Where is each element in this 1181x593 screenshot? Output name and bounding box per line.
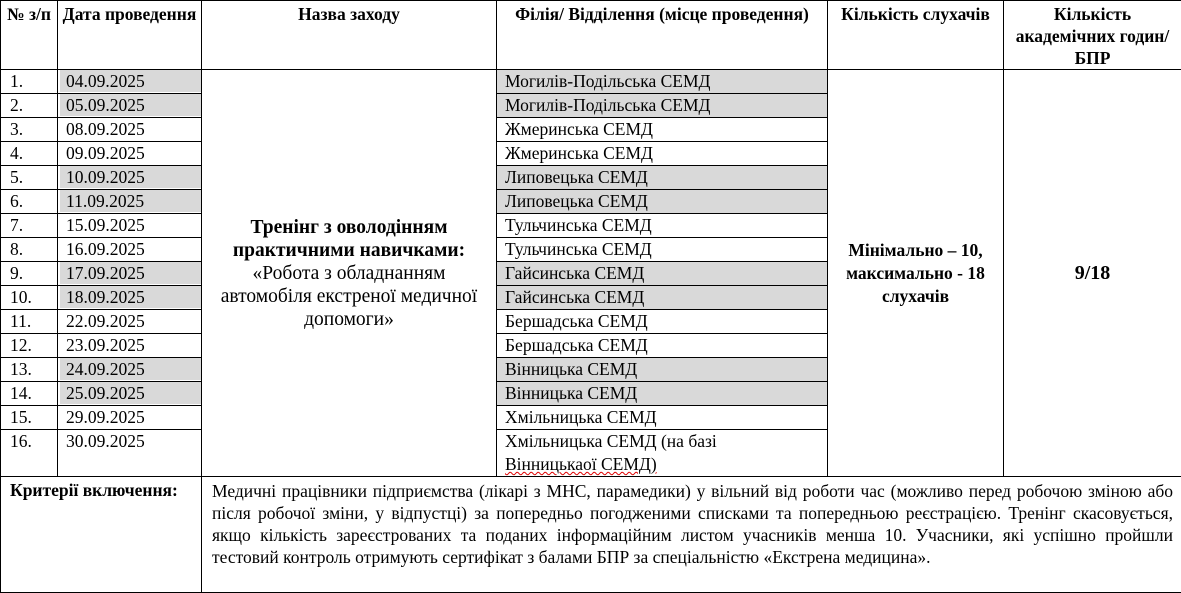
row-date <box>58 286 202 310</box>
row-date <box>58 70 202 94</box>
row-date <box>58 118 202 142</box>
date-text: 08.09.2025 <box>60 118 145 140</box>
date-text: 09.09.2025 <box>60 142 145 164</box>
header-event: Назва заходу <box>202 1 497 70</box>
row-branch-line-1: Хмільницька СЕМД (на базі <box>505 430 717 453</box>
row-date <box>58 358 202 382</box>
row-num: 8. <box>1 238 58 262</box>
row-branch: Вінницька СЕМД <box>497 382 828 406</box>
row-branch: Тульчинська СЕМД <box>497 238 828 262</box>
row-date <box>58 166 202 190</box>
row-branch: Тульчинська СЕМД <box>497 214 828 238</box>
row-branch: Бершадська СЕМД <box>497 334 828 358</box>
date-text: 22.09.2025 <box>60 310 145 332</box>
row-num: 3. <box>1 118 58 142</box>
row-branch: Хмільницька СЕМД <box>497 406 828 430</box>
row-date <box>58 214 202 238</box>
row-branch: Могилів-Подільська СЕМД <box>497 94 828 118</box>
table-row <box>1 70 1181 94</box>
criteria-text: Медичні працівники підприємства (лікарі з МНС, парамедики) у вільний від роботи час (можливо перед робочою зміною або після робочої зміни, у відпустці) за попередньо погодженими списками та попередньою реєстрацією. Тренінг скасовується, якщо кількість зареєстрованих та поданих інформаційним листом учасників менша 10. Учасники, які успішно пройшли тестовий контроль отримують сертифікат з балами БПР за спеціальністю «Екстрена медицина». <box>202 477 1181 593</box>
academic-hours: 9/18 <box>1004 70 1181 477</box>
date-text: 18.09.2025 <box>60 286 201 308</box>
date-text: 30.09.2025 <box>60 430 145 452</box>
row-branch: Могилів-Подільська СЕМД <box>497 70 828 94</box>
row-branch: Жмеринська СЕМД <box>497 118 828 142</box>
row-date <box>58 382 202 406</box>
date-text: 29.09.2025 <box>60 406 145 428</box>
row-num: 10. <box>1 286 58 310</box>
date-text: 15.09.2025 <box>60 214 145 236</box>
date-text: 25.09.2025 <box>60 382 201 404</box>
row-branch: Вінницька СЕМД <box>497 358 828 382</box>
row-branch <box>497 430 828 477</box>
row-num: 9. <box>1 262 58 286</box>
event-name-bold: Тренінг з оволодінням практичними навичками: <box>233 217 465 261</box>
row-branch: Жмеринська СЕМД <box>497 142 828 166</box>
date-text: 11.09.2025 <box>60 190 201 212</box>
date-text: 05.09.2025 <box>60 94 201 116</box>
header-listeners: Кількість слухачів <box>828 1 1004 70</box>
row-num: 13. <box>1 358 58 382</box>
date-text: 17.09.2025 <box>60 262 201 284</box>
date-text: 16.09.2025 <box>60 238 145 260</box>
row-num: 15. <box>1 406 58 430</box>
criteria-label: Критерії включення: <box>1 477 202 593</box>
listeners-count: Мінімально – 10, максимально - 18 слухачів <box>828 70 1004 477</box>
row-num: 16. <box>1 430 58 477</box>
criteria-row <box>1 477 1181 593</box>
date-text: 04.09.2025 <box>60 70 201 92</box>
date-text: 10.09.2025 <box>60 166 201 188</box>
row-date <box>58 430 202 477</box>
row-branch: Липовецька СЕМД <box>497 190 828 214</box>
row-num: 14. <box>1 382 58 406</box>
row-num: 11. <box>1 310 58 334</box>
row-date <box>58 142 202 166</box>
row-num: 7. <box>1 214 58 238</box>
row-num: 6. <box>1 190 58 214</box>
date-text: 23.09.2025 <box>60 334 145 356</box>
header-num: № з/п <box>1 1 58 70</box>
row-date <box>58 238 202 262</box>
row-date <box>58 262 202 286</box>
event-name-normal: «Робота з обладнанням автомобіля екстреної медичної допомоги» <box>221 263 477 330</box>
date-text: 24.09.2025 <box>60 358 201 380</box>
row-date <box>58 310 202 334</box>
row-branch: Гайсинська СЕМД <box>497 262 828 286</box>
header-row <box>1 1 1181 70</box>
row-num: 12. <box>1 334 58 358</box>
row-date <box>58 190 202 214</box>
row-date <box>58 406 202 430</box>
row-num: 4. <box>1 142 58 166</box>
row-date <box>58 334 202 358</box>
row-branch: Бершадська СЕМД <box>497 310 828 334</box>
header-branch: Філія/ Відділення (місце проведення) <box>497 1 828 70</box>
row-num: 2. <box>1 94 58 118</box>
row-num: 1. <box>1 70 58 94</box>
row-branch: Липовецька СЕМД <box>497 166 828 190</box>
header-hours: Кількість академічних годин/БПР <box>1004 1 1181 70</box>
row-branch: Гайсинська СЕМД <box>497 286 828 310</box>
row-num: 5. <box>1 166 58 190</box>
row-date <box>58 94 202 118</box>
header-date: Дата проведення <box>58 1 202 70</box>
event-name <box>202 70 497 477</box>
row-branch-line-2: Вінницькаої СЕМД) <box>505 453 657 476</box>
